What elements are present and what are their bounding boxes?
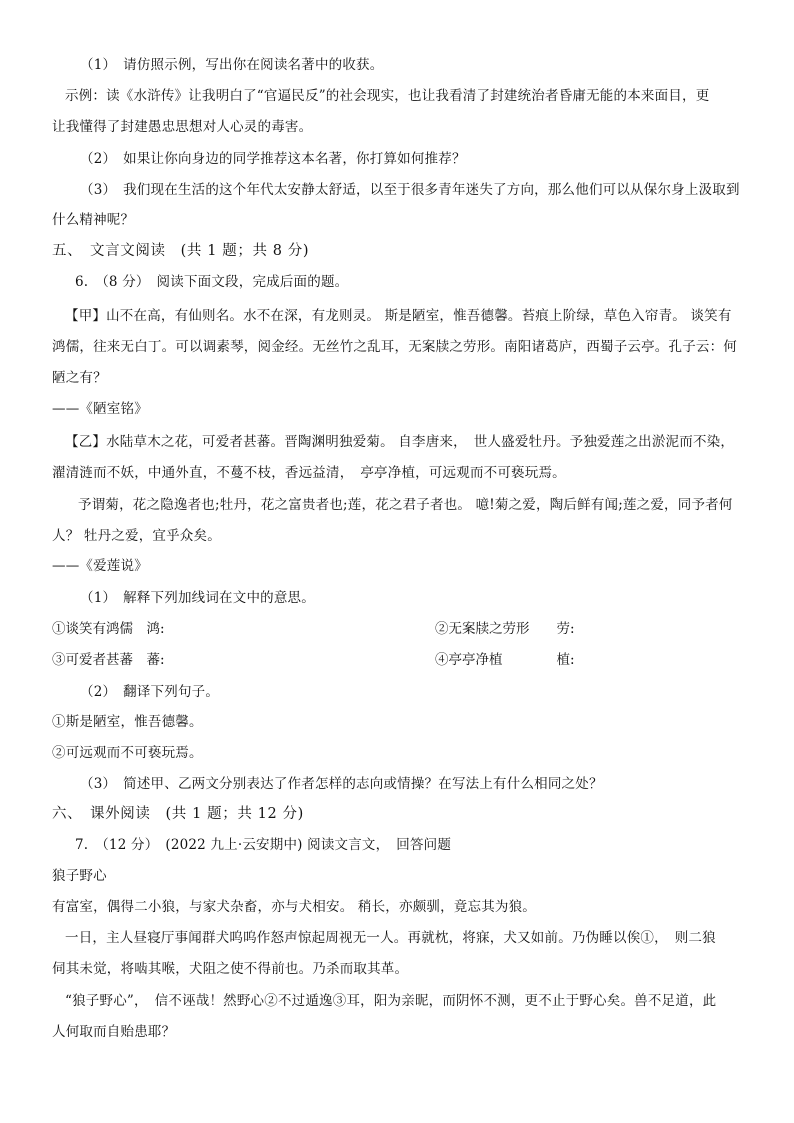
word-item-2: ②无案牍之劳形 劳: xyxy=(435,621,575,637)
sub-question-3: （3） 简述甲、乙两文分别表达了作者怎样的志向或情操？在写法上有什么相同之处？ xyxy=(80,776,603,792)
passage-title: 狼子野心 xyxy=(52,868,107,884)
section-heading-5: 五、 文言文阅读 (共 1 题；共 8 分) xyxy=(52,243,310,259)
sub-question-2: （2） 翻译下列句子。 xyxy=(80,684,220,700)
passage-yi-line-1: 【乙】水陆草木之花，可爱者甚蕃。晋陶渊明独爱菊。 自李唐来， 世人盛爱牡丹。予独爱莲之出淤泥而不染， xyxy=(65,434,735,450)
word-item-3: ③可爱者甚蕃 蕃: xyxy=(52,652,165,668)
question-2: （2） 如果让你向身边的同学推荐这本名著，你打算如何推荐？ xyxy=(80,151,466,167)
passage-paragraph-1: 有富室，偶得二小狼，与家犬杂畜，亦与犬相安。 稍长，亦颇驯，竟忘其为狼。 xyxy=(52,899,536,915)
word-item-4: ④亭亭净植 植: xyxy=(435,652,575,668)
question-3-line-1: （3） 我们现在生活的这个年代太安静太舒适，以至于很多青年迷失了方向，那么他们可以从保尔身上汲取到 xyxy=(80,182,740,198)
passage-yi-line-3: 予谓菊，花之隐逸者也;牡丹，花之富贵者也;莲，花之君子者也。 噫!菊之爱，陶后鲜有闻;莲之爱，同予者何 xyxy=(78,497,733,513)
passage-yi-source: ——《爱莲说》 xyxy=(52,558,148,574)
translate-item-2: ②可远观而不可亵玩焉。 xyxy=(52,745,203,761)
example-line-1: 示例：读《水浒传》让我明白了“官逼民反”的社会现实，也让我看清了封建统治者昏庸无能的本来面目，更 xyxy=(65,88,710,104)
passage-paragraph-3-line-1: “狼子野心”， 信不诬哉！然野心②不过遁逸③耳，阳为亲昵，而阴怀不测，更不止于野心矣。兽不足道，此 xyxy=(65,993,717,1009)
question-3-line-2: 什么精神呢？ xyxy=(52,212,135,228)
passage-jia-line-3: 陋之有？ xyxy=(52,370,107,386)
passage-yi-line-4: 人？ 牡丹之爱，宜乎众矣。 xyxy=(52,528,221,544)
question-1: （1） 请仿照示例，写出你在阅读名著中的收获。 xyxy=(80,57,384,73)
question-6: 6. （8 分） 阅读下面文段，完成后面的题。 xyxy=(75,274,349,290)
question-7: 7. （12 分） (2022 九上·云安期中) 阅读文言文， 回答问题 xyxy=(75,837,452,853)
example-line-2: 让我懂得了封建愚忠思想对人心灵的毒害。 xyxy=(52,119,313,135)
passage-paragraph-2-line-2: 伺其未觉，将啮其喉，犬阻之使不得前也。乃杀而取其革。 xyxy=(52,961,409,977)
section-heading-6: 六、 课外阅读 (共 1 题；共 12 分) xyxy=(52,806,304,822)
passage-jia-source: ——《陋室铭》 xyxy=(52,401,148,417)
sub-question-1: （1） 解释下列加线词在文中的意思。 xyxy=(80,590,315,606)
passage-jia-line-2: 鸿儒，往来无白丁。可以调素琴，阅金经。无丝竹之乱耳，无案牍之劳形。南阳诸葛庐，西蜀子云亭。孔子云：何 xyxy=(52,339,737,355)
translate-item-1: ①斯是陋室，惟吾德馨。 xyxy=(52,714,203,730)
passage-paragraph-3-line-2: 人何取而自贻患耶？ xyxy=(52,1024,176,1040)
passage-paragraph-2-line-1: 一日，主人昼寝厅事闻群犬呜呜作怒声惊起周视无一人。再就枕，将寐，犬又如前。乃伪睡以俟①， 则二狼 xyxy=(65,930,716,946)
passage-yi-line-2: 濯清涟而不妖，中通外直，不蔓不枝，香远益清， 亭亭净植，可远观而不可亵玩焉。 xyxy=(52,465,566,481)
passage-jia-line-1: 【甲】山不在高，有仙则名。水不在深，有龙则灵。 斯是陋室，惟吾德馨。苔痕上阶绿，草色入帘青。 谈笑有 xyxy=(65,308,732,324)
word-item-1: ①谈笑有鸿儒 鸿: xyxy=(52,621,165,637)
